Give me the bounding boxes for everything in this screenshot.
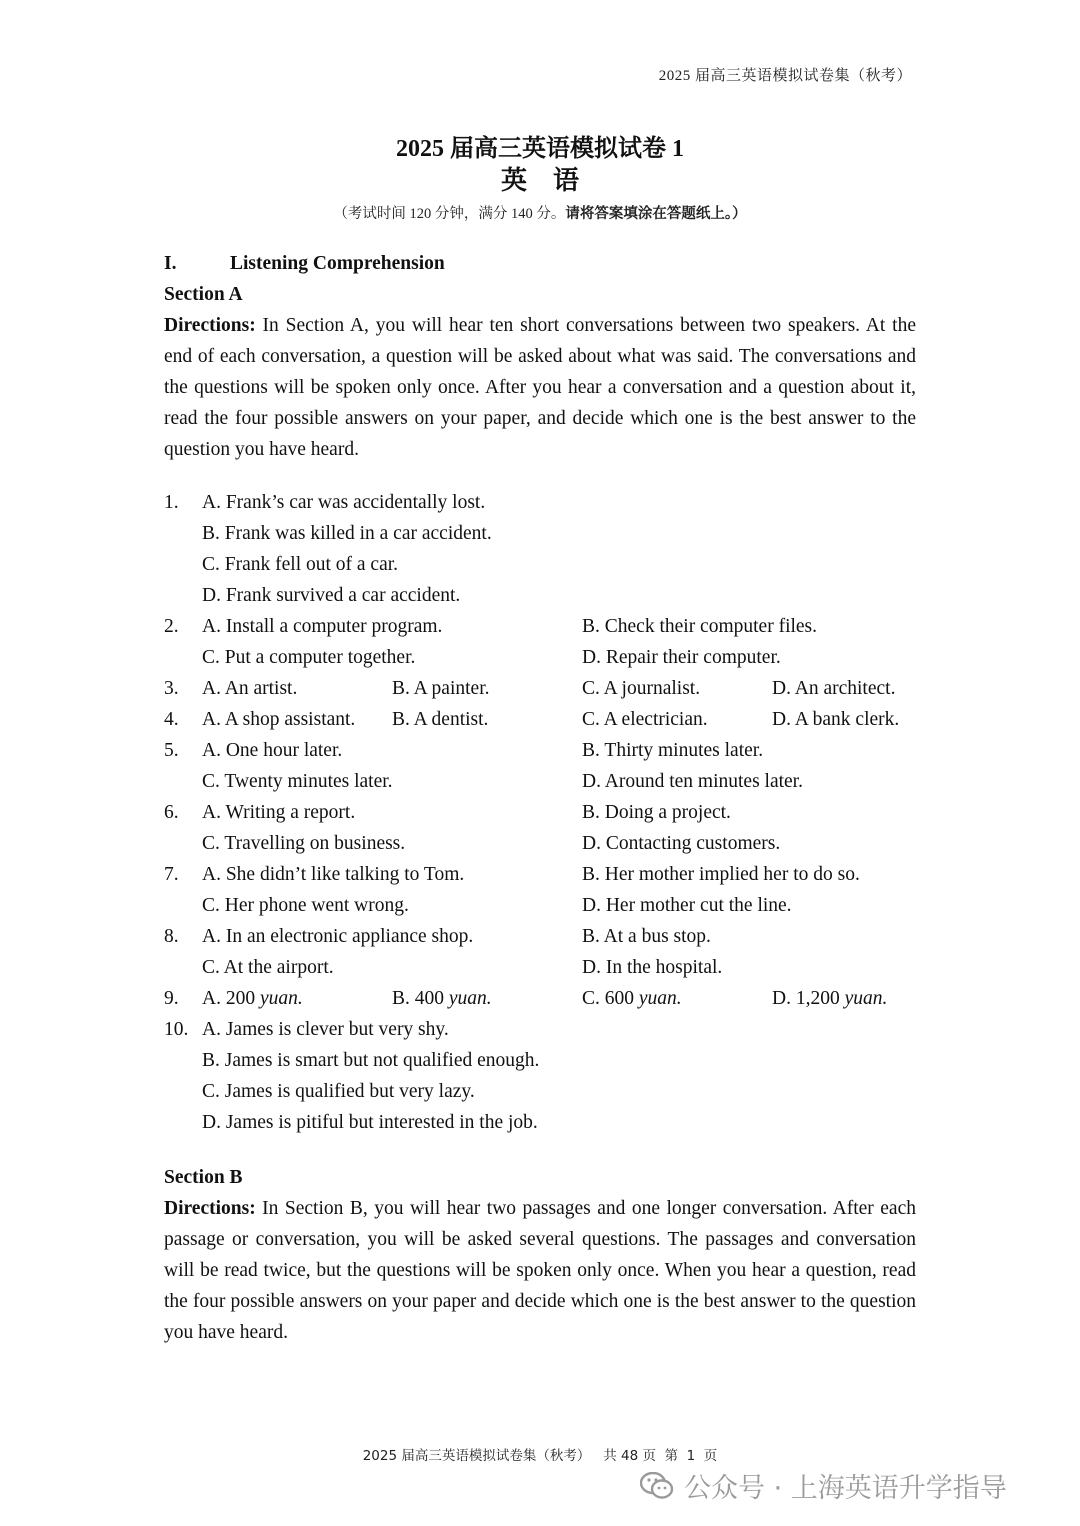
question-item [164, 797, 916, 859]
option-text: B. James is smart but not qualified enough. [202, 1050, 540, 1071]
question-number: 1. [164, 492, 179, 513]
option-text: C. Put a computer together. [202, 647, 416, 668]
section-b [164, 1162, 916, 1348]
directions-text: In Section A, you will hear ten short conversations between two speakers. At the end of each conversation, a question will be asked about what was said. The conversations and the questions will be spoken only once. After you hear a conversation and a question about it, read the four possible answers on your paper, and decide which one is the best answer to the question you have heard. [164, 315, 916, 460]
answer-options [202, 797, 916, 859]
exam-note-bold: 请将答案填涂在答题纸上。） [565, 206, 747, 222]
answer-option [582, 766, 916, 797]
option-unit: yuan. [259, 988, 303, 1009]
question-item [164, 487, 916, 611]
part-number: I. [164, 253, 177, 274]
answer-options [202, 1014, 916, 1138]
answer-option [202, 673, 392, 704]
page-footer: 2025 届高三英语模拟试卷集（秋考） 共 48 页 第 1 页 [362, 1448, 718, 1464]
option-text: C. Twenty minutes later. [202, 771, 393, 792]
answer-option [202, 580, 916, 611]
question-item [164, 983, 916, 1014]
question-number: 9. [164, 988, 179, 1009]
section-b-heading: Section B [164, 1167, 243, 1188]
option-text: D. Contacting customers. [582, 833, 781, 854]
answer-option [202, 890, 582, 921]
option-text: B. Doing a project. [582, 802, 731, 823]
option-text: A. Frank’s car was accidentally lost. [202, 492, 486, 513]
part-title: Listening Comprehension [230, 253, 445, 274]
option-unit: yuan. [844, 988, 888, 1009]
answer-option [202, 766, 582, 797]
answer-option [392, 983, 582, 1014]
answer-option [202, 518, 916, 549]
answer-option [582, 921, 916, 952]
answer-option [202, 828, 582, 859]
section-b-directions [164, 1193, 916, 1348]
part-heading [164, 248, 916, 279]
option-text: A. She didn’t like talking to Tom. [202, 864, 465, 885]
answer-option [202, 1045, 916, 1076]
answer-option [582, 983, 772, 1014]
watermark [640, 1466, 1007, 1505]
answer-option [202, 859, 582, 890]
option-text: B. Check their computer files. [582, 616, 818, 637]
option-text: A. One hour later. [202, 740, 343, 761]
option-text: C. James is qualified but very lazy. [202, 1081, 475, 1102]
question-list [164, 487, 916, 1138]
option-text: A. In an electronic appliance shop. [202, 926, 474, 947]
option-text: B. At a bus stop. [582, 926, 711, 947]
answer-option [202, 487, 916, 518]
option-text: A. 200 [202, 988, 256, 1009]
answer-option [582, 797, 916, 828]
question-number: 2. [164, 616, 179, 637]
page-title: 2025 届高三英语模拟试卷 1 [396, 136, 684, 162]
question-number: 5. [164, 740, 179, 761]
exam-note-plain: （考试时间 120 分钟，满分 140 分。 [333, 206, 566, 222]
option-unit: yuan. [638, 988, 682, 1009]
section-a-directions [164, 310, 916, 465]
option-text: A. An artist. [202, 678, 298, 699]
answer-option [582, 735, 916, 766]
answer-options [202, 859, 916, 921]
option-text: D. Around ten minutes later. [582, 771, 803, 792]
option-text: B. Frank was killed in a car accident. [202, 523, 492, 544]
option-text: D. Frank survived a car accident. [202, 585, 461, 606]
question-number: 10. [164, 1019, 189, 1040]
question-item [164, 704, 916, 735]
option-text: B. Her mother implied her to do so. [582, 864, 860, 885]
answer-options [202, 735, 916, 797]
answer-option [202, 1107, 916, 1138]
question-item [164, 1014, 916, 1138]
question-item [164, 673, 916, 704]
answer-option [202, 952, 582, 983]
answer-option [202, 1076, 916, 1107]
option-unit: yuan. [448, 988, 492, 1009]
answer-option [202, 549, 916, 580]
content [164, 248, 916, 1348]
question-item [164, 921, 916, 983]
option-text: A. A shop assistant. [202, 709, 356, 730]
question-number: 8. [164, 926, 179, 947]
question-item [164, 735, 916, 797]
option-text: C. Travelling on business. [202, 833, 406, 854]
question-item [164, 611, 916, 673]
answer-option [202, 983, 392, 1014]
option-text: D. A bank clerk. [772, 709, 900, 730]
answer-option [582, 952, 916, 983]
option-text: A. Install a computer program. [202, 616, 443, 637]
option-text: D. 1,200 [772, 988, 840, 1009]
option-text: D. James is pitiful but interested in the job. [202, 1112, 538, 1133]
directions-label: Directions: [164, 1198, 256, 1219]
question-number: 6. [164, 802, 179, 823]
option-text: A. James is clever but very shy. [202, 1019, 449, 1040]
option-text: C. 600 [582, 988, 635, 1009]
watermark-text: 公众号 · 上海英语升学指导 [684, 1473, 1007, 1504]
answer-option [582, 859, 916, 890]
option-text: B. A painter. [392, 678, 490, 699]
answer-options [202, 983, 916, 1014]
answer-option [772, 704, 916, 735]
answer-option [202, 1014, 916, 1045]
option-text: A. Writing a report. [202, 802, 356, 823]
answer-options [202, 673, 916, 704]
answer-option [202, 921, 582, 952]
section-a-heading: Section A [164, 284, 243, 305]
answer-option [392, 704, 582, 735]
question-number: 4. [164, 709, 179, 730]
option-text: C. At the airport. [202, 957, 334, 978]
answer-options [202, 921, 916, 983]
exam-note [0, 202, 1080, 223]
answer-option [772, 673, 916, 704]
option-text: D. In the hospital. [582, 957, 723, 978]
option-text: B. 400 [392, 988, 445, 1009]
directions-label: Directions: [164, 315, 256, 336]
answer-option [202, 735, 582, 766]
option-text: D. An architect. [772, 678, 896, 699]
answer-option [392, 673, 582, 704]
option-text: C. A electrician. [582, 709, 708, 730]
running-head: 2025 届高三英语模拟试卷集（秋考） [658, 68, 912, 84]
question-number: 3. [164, 678, 179, 699]
question-number: 7. [164, 864, 179, 885]
wechat-icon [640, 1472, 674, 1500]
option-text: B. A dentist. [392, 709, 489, 730]
option-text: C. Frank fell out of a car. [202, 554, 399, 575]
option-text: B. Thirty minutes later. [582, 740, 764, 761]
answer-options [202, 487, 916, 611]
page-subtitle: 英语 [500, 166, 605, 195]
answer-option [202, 797, 582, 828]
answer-option [582, 704, 772, 735]
answer-option [582, 642, 916, 673]
answer-option [582, 673, 772, 704]
option-text: D. Her mother cut the line. [582, 895, 792, 916]
answer-option [582, 611, 916, 642]
answer-options [202, 704, 916, 735]
answer-option [582, 890, 916, 921]
answer-option [772, 983, 916, 1014]
answer-option [202, 611, 582, 642]
answer-option [202, 642, 582, 673]
answer-option [202, 704, 392, 735]
option-text: C. A journalist. [582, 678, 701, 699]
question-item [164, 859, 916, 921]
option-text: C. Her phone went wrong. [202, 895, 409, 916]
answer-options [202, 611, 916, 673]
directions-text: In Section B, you will hear two passages and one longer conversation. After each passage or conversation, you will be asked several questions. The passages and conversation will be read twice, but the questions will be spoken only once. When you hear a question, read the four possible answers on your paper and decide which one is the best answer to the question you have heard. [164, 1198, 916, 1343]
answer-option [582, 828, 916, 859]
option-text: D. Repair their computer. [582, 647, 781, 668]
